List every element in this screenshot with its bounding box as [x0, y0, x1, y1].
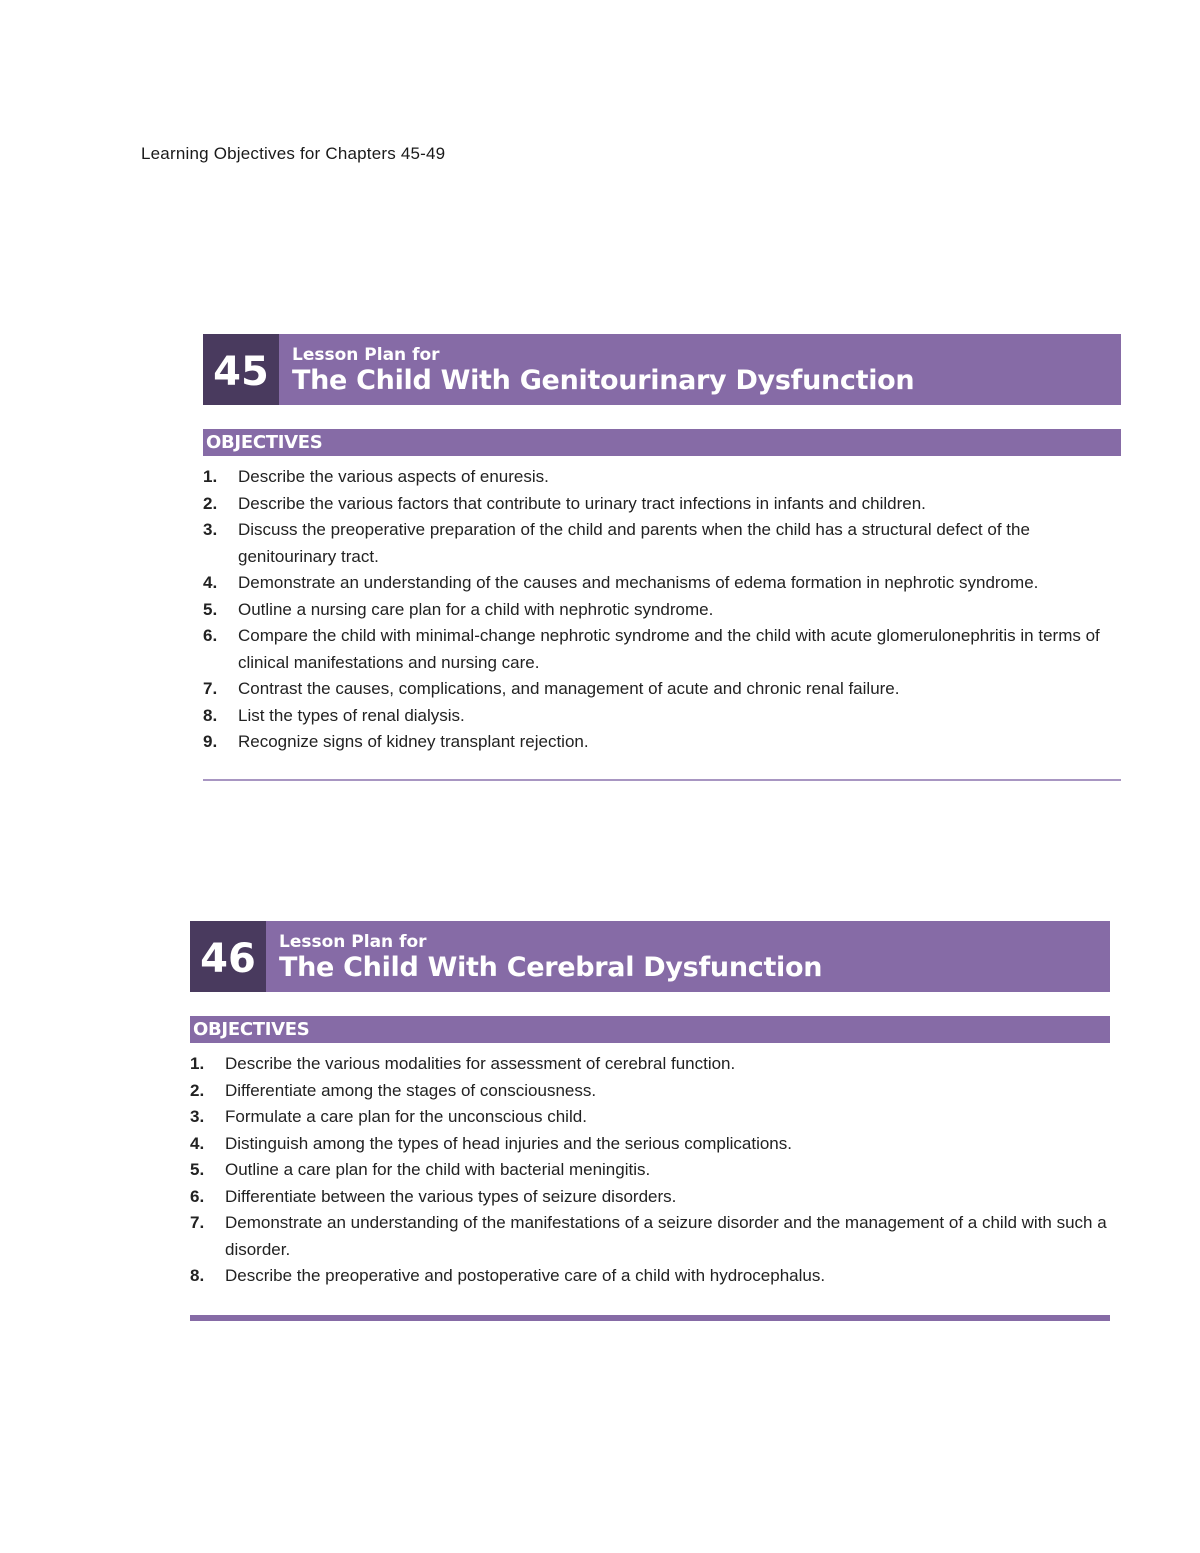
objective-text: Outline a care plan for the child with bacterial meningitis. [225, 1160, 651, 1179]
document-title: Learning Objectives for Chapters 45-49 [141, 144, 446, 163]
chapter-number: 45 [203, 334, 279, 405]
objective-number: 1. [190, 1054, 205, 1073]
banner-text [266, 921, 1110, 992]
objective-number: 6. [203, 626, 218, 645]
section-divider [203, 779, 1121, 781]
objective-number: 1. [203, 467, 218, 486]
objective-item [190, 1051, 1110, 1078]
lesson-section-45 [203, 334, 1121, 781]
objective-text: Contrast the causes, complications, and management of acute and chronic renal failure. [238, 679, 900, 698]
chapter-number: 46 [190, 921, 266, 992]
objectives-heading: OBJECTIVES [203, 429, 1121, 456]
objective-text: Describe the various modalities for assessment of cerebral function. [225, 1054, 736, 1073]
objective-item [203, 570, 1121, 597]
objective-text: Demonstrate an understanding of the manifestations of a seizure disorder and the management of a child with such a disorder. [225, 1213, 1107, 1259]
objective-text: Describe the preoperative and postoperative care of a child with hydrocephalus. [225, 1266, 826, 1285]
objective-number: 4. [203, 573, 218, 592]
lesson-section-46 [190, 921, 1110, 1321]
objective-item [190, 1157, 1110, 1184]
objective-number: 7. [203, 679, 218, 698]
objective-text: Outline a nursing care plan for a child with nephrotic syndrome. [238, 599, 714, 619]
objective-text: Differentiate between the various types of seizure disorders. [225, 1186, 677, 1206]
objective-number: 6. [190, 1186, 205, 1206]
banner-text [279, 334, 1121, 405]
lesson-banner [190, 921, 1110, 992]
objective-item [203, 623, 1121, 676]
objective-number: 5. [203, 599, 218, 619]
objective-number: 2. [190, 1080, 205, 1100]
objectives-list [190, 1051, 1110, 1290]
objective-item [190, 1210, 1110, 1263]
objective-number: 5. [190, 1160, 205, 1179]
lesson-banner [203, 334, 1121, 405]
objective-number: 8. [203, 705, 218, 725]
objective-number: 3. [190, 1107, 205, 1126]
objective-item [203, 676, 1121, 703]
objective-text: Formulate a care plan for the unconscious child. [225, 1107, 587, 1126]
objective-text: Discuss the preoperative preparation of the child and parents when the child has a structural defect of the genitourinary tract. [238, 520, 1030, 566]
objective-item [190, 1131, 1110, 1158]
lesson-plan-kicker: Lesson Plan for [279, 931, 427, 952]
objective-number: 2. [203, 493, 218, 513]
objective-item [190, 1263, 1110, 1290]
objective-item [203, 703, 1121, 730]
objective-number: 4. [190, 1133, 205, 1153]
objective-text: Compare the child with minimal-change nephrotic syndrome and the child with acute glomerulonephritis in terms of clinical manifestations and nursing care. [238, 626, 1100, 672]
section-divider [190, 1315, 1110, 1321]
objective-text: Demonstrate an understanding of the causes and mechanisms of edema formation in nephrotic syndrome. [238, 573, 1039, 592]
objective-item [203, 517, 1121, 570]
objective-number: 3. [203, 520, 218, 539]
lesson-title: The Child With Genitourinary Dysfunction [292, 364, 915, 396]
objective-item [203, 597, 1121, 624]
lesson-plan-kicker: Lesson Plan for [292, 344, 440, 365]
objective-number: 9. [203, 732, 218, 751]
objective-item [203, 729, 1121, 756]
objective-item [203, 491, 1121, 518]
objective-item [190, 1104, 1110, 1131]
objective-item [190, 1184, 1110, 1211]
objective-text: Recognize signs of kidney transplant rejection. [238, 732, 589, 751]
objective-number: 7. [190, 1213, 205, 1232]
objective-text: Differentiate among the stages of consciousness. [225, 1080, 597, 1100]
objective-text: Describe the various aspects of enuresis. [238, 467, 549, 486]
objective-item [203, 464, 1121, 491]
objective-text: Describe the various factors that contribute to urinary tract infections in infants and children. [238, 493, 926, 513]
objectives-list [203, 464, 1121, 756]
objective-text: List the types of renal dialysis. [238, 705, 465, 725]
objective-item [190, 1078, 1110, 1105]
objectives-heading: OBJECTIVES [190, 1016, 1110, 1043]
objective-text: Distinguish among the types of head injuries and the serious complications. [225, 1133, 792, 1153]
objective-number: 8. [190, 1266, 205, 1285]
lesson-title: The Child With Cerebral Dysfunction [279, 951, 823, 983]
